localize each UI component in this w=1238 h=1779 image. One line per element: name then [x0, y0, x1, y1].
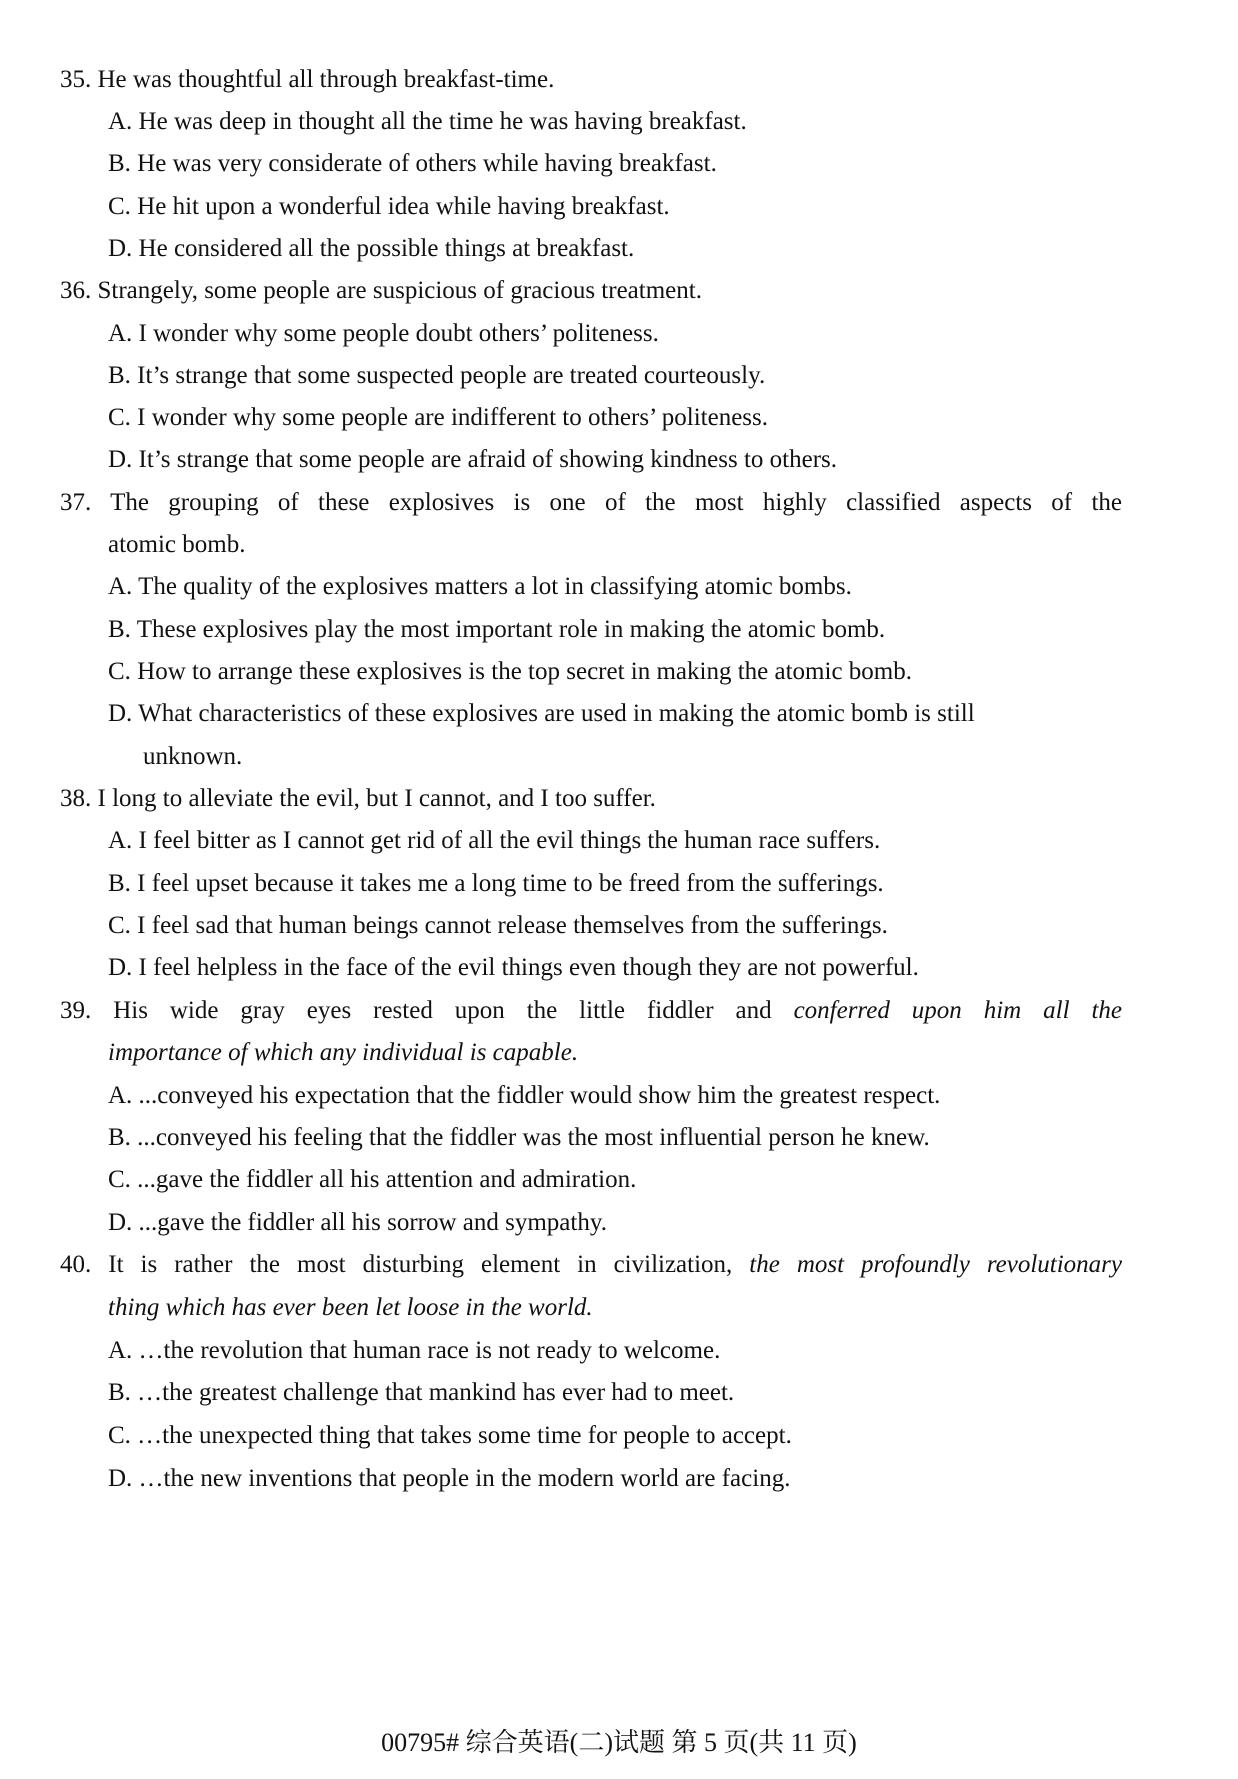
- question-number: 38.: [60, 785, 92, 812]
- option-38-a: A. I feel bitter as I cannot get rid of all the evil things the human race suffers.: [108, 827, 881, 854]
- question-39-stem-cont: [108, 1037, 578, 1069]
- option-40-d: D. …the new inventions that people in the modern world are facing.: [108, 1465, 791, 1492]
- question-number: 36.: [60, 277, 92, 304]
- option-39-b: B. ...conveyed his feeling that the fiddler was the most influential person he knew.: [108, 1124, 930, 1151]
- page-footer: 00795# 综合英语(二)试题 第 5 页(共 11 页): [381, 1728, 857, 1757]
- question-number: 39.: [60, 997, 92, 1024]
- option-39-c: C. ...gave the fiddler all his attention and admiration.: [108, 1166, 637, 1193]
- option-37-a: A. The quality of the explosives matters a lot in classifying atomic bombs.: [108, 573, 852, 600]
- option-40-c: C. …the unexpected thing that takes some time for people to accept.: [108, 1422, 792, 1449]
- option-36-d: D. It’s strange that some people are afraid of showing kindness to others.: [108, 446, 837, 473]
- option-37-c: C. How to arrange these explosives is the top secret in making the atomic bomb.: [108, 658, 912, 685]
- option-37-b: B. These explosives play the most important role in making the atomic bomb.: [108, 616, 886, 643]
- question-35-stem: [60, 64, 554, 96]
- option-35-a: A. He was deep in thought all the time he was having breakfast.: [108, 108, 747, 135]
- question-text: It is rather the most disturbing element in civilization,: [108, 1251, 750, 1278]
- question-text-italic: the most profoundly revolutionary: [749, 1251, 1123, 1278]
- question-39-stem: [60, 995, 1122, 1027]
- question-number: 40.: [60, 1251, 92, 1278]
- option-38-b: B. I feel upset because it takes me a long time to be freed from the sufferings.: [108, 870, 884, 897]
- option-37-d-cont: unknown.: [143, 743, 243, 770]
- question-38-stem: [60, 783, 656, 815]
- question-text: Strangely, some people are suspicious of gracious treatment.: [97, 277, 702, 304]
- option-39-d: D. ...gave the fiddler all his sorrow and sympathy.: [108, 1209, 607, 1236]
- option-38-d: D. I feel helpless in the face of the evil things even though they are not powerful.: [108, 954, 919, 981]
- question-number: 37.: [60, 489, 92, 516]
- option-36-a: A. I wonder why some people doubt others’ politeness.: [108, 320, 659, 347]
- option-35-d: D. He considered all the possible things at breakfast.: [108, 235, 635, 262]
- question-37-stem-cont: atomic bomb.: [108, 531, 246, 558]
- question-40-stem: [60, 1249, 1122, 1281]
- option-35-c: C. He hit upon a wonderful idea while having breakfast.: [108, 193, 670, 220]
- option-40-b: B. …the greatest challenge that mankind has ever had to meet.: [108, 1379, 735, 1406]
- option-37-d: D. What characteristics of these explosives are used in making the atomic bomb is still: [108, 700, 975, 727]
- question-text-italic: importance of which any individual is capable.: [108, 1039, 579, 1066]
- question-36-stem: [60, 275, 702, 307]
- question-text: He was thoughtful all through breakfast-time.: [97, 66, 555, 93]
- option-40-a: A. …the revolution that human race is not ready to welcome.: [108, 1337, 721, 1364]
- question-40-stem-cont: [108, 1292, 593, 1324]
- question-37-stem: [60, 487, 1122, 519]
- question-text: I long to alleviate the evil, but I cannot, and I too suffer.: [97, 785, 656, 812]
- question-text: The grouping of these explosives is one of the most highly classified aspects of the: [110, 489, 1122, 516]
- option-35-b: B. He was very considerate of others while having breakfast.: [108, 150, 717, 177]
- option-36-c: C. I wonder why some people are indifferent to others’ politeness.: [108, 404, 769, 431]
- question-text: His wide gray eyes rested upon the little fiddler and: [113, 997, 794, 1024]
- option-36-b: B. It’s strange that some suspected people are treated courteously.: [108, 362, 766, 389]
- option-39-a: A. ...conveyed his expectation that the fiddler would show him the greatest respect.: [108, 1082, 941, 1109]
- question-text-italic: thing which has ever been let loose in the world.: [108, 1294, 593, 1321]
- question-text-italic: conferred upon him all the: [793, 997, 1123, 1024]
- option-38-c: C. I feel sad that human beings cannot release themselves from the sufferings.: [108, 912, 888, 939]
- question-number: 35.: [60, 66, 92, 93]
